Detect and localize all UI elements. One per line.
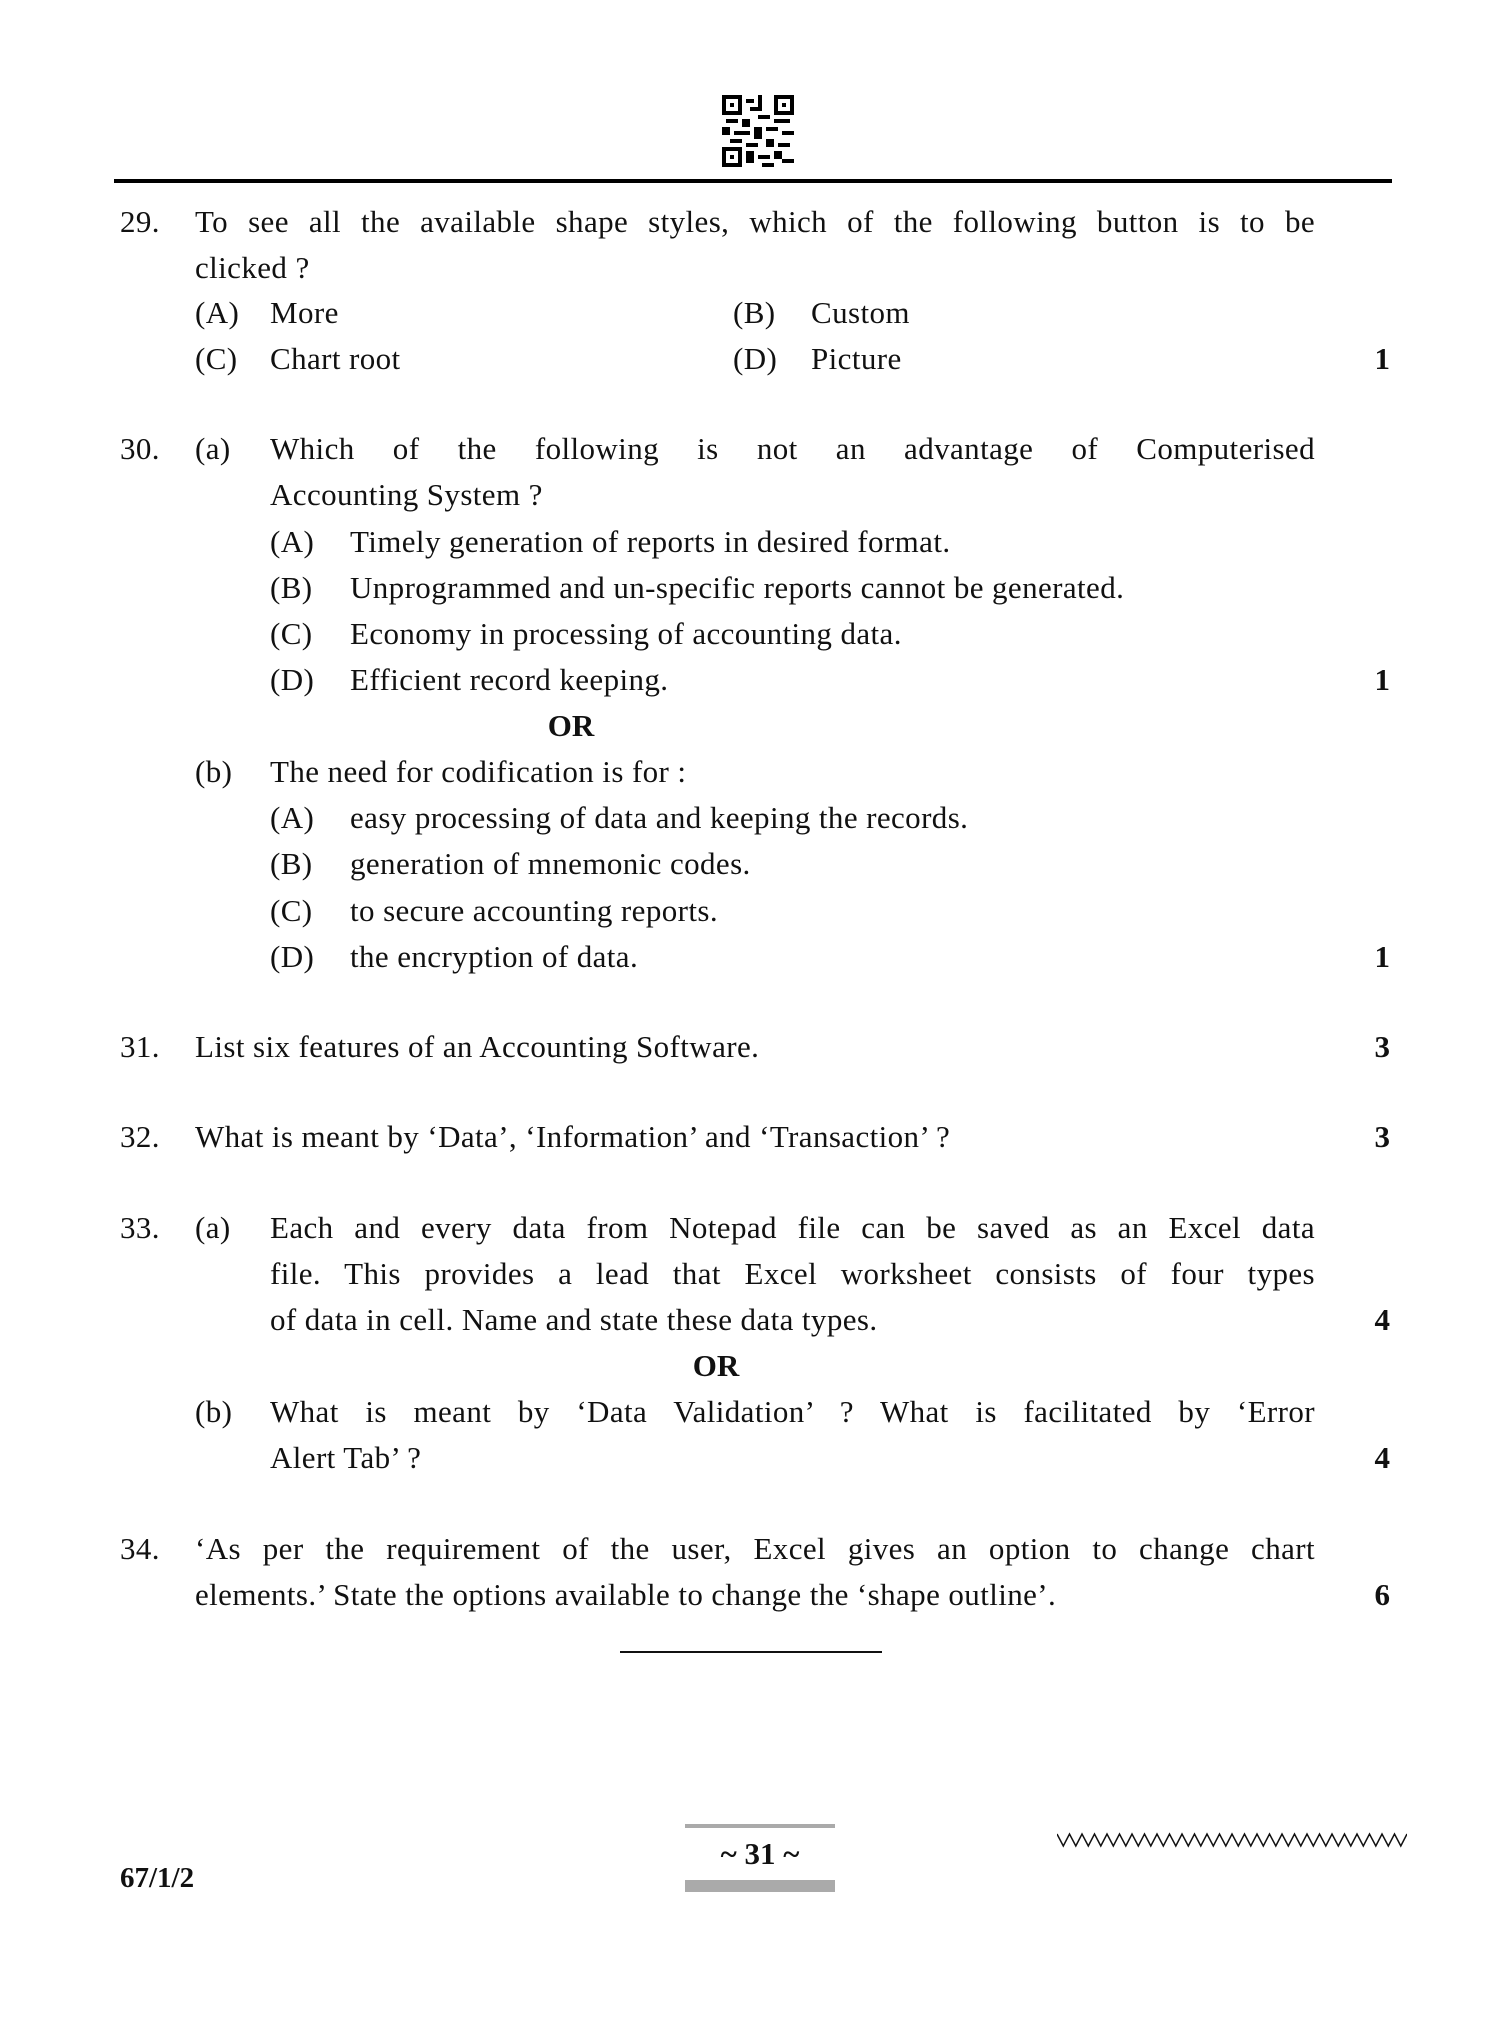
qr-code [722, 94, 794, 168]
option-label: (A) [270, 800, 315, 835]
question-text: What is meant by ‘Data Validation’ ? What is facilitated by ‘Error [270, 1394, 1315, 1429]
question-text: What is meant by ‘Data’, ‘Information’ and ‘Transaction’ ? [195, 1119, 951, 1154]
question-text: The need for codification is for : [270, 754, 687, 789]
question-text: Accounting System ? [270, 477, 543, 512]
marks: 3 [1374, 1119, 1390, 1154]
question-text: Which of the following is not an advantage of Computerised [270, 431, 1315, 466]
paper-code: 67/1/2 [120, 1862, 195, 1894]
option-label: (C) [270, 893, 313, 928]
part-label: (b) [195, 1394, 233, 1429]
page-number-box [685, 1824, 835, 1892]
option-text: Timely generation of reports in desired format. [350, 524, 951, 559]
option-text: Economy in processing of accounting data. [350, 616, 902, 651]
header-rule [114, 179, 1392, 183]
marks: 6 [1374, 1577, 1390, 1612]
marks: 4 [1374, 1440, 1390, 1475]
option-label: (A) [270, 524, 315, 559]
option-text: the encryption of data. [350, 939, 639, 974]
option-label: (B) [270, 846, 313, 881]
zigzag-decoration [1057, 1830, 1407, 1850]
question-number: 33. [120, 1210, 160, 1245]
or-separator: OR [547, 708, 595, 743]
marks: 3 [1374, 1029, 1390, 1064]
question-number: 32. [120, 1119, 160, 1154]
question-number: 29. [120, 204, 160, 239]
option-text: generation of mnemonic codes. [350, 846, 751, 881]
option-text: Custom [811, 295, 910, 330]
option-text: easy processing of data and keeping the records. [350, 800, 969, 835]
question-number: 30. [120, 431, 160, 466]
option-label: (C) [270, 616, 313, 651]
end-rule [620, 1651, 882, 1653]
option-text: Efficient record keeping. [350, 662, 669, 697]
page-bar-bottom [685, 1880, 835, 1892]
question-text: To see all the available shape styles, which of the following button is to be [195, 204, 1315, 239]
marks: 1 [1374, 662, 1390, 697]
question-text: of data in cell. Name and state these data types. [270, 1302, 878, 1337]
question-number: 34. [120, 1531, 160, 1566]
page-number: ~ 31 ~ [720, 1836, 800, 1871]
option-text: More [270, 295, 339, 330]
question-text: List six features of an Accounting Software. [195, 1029, 760, 1064]
question-text: ‘As per the requirement of the user, Excel gives an option to change chart [195, 1531, 1315, 1566]
or-separator: OR [692, 1348, 740, 1383]
part-label: (b) [195, 754, 233, 789]
option-label: (B) [733, 295, 776, 330]
option-label: (C) [195, 341, 238, 376]
option-label: (A) [195, 295, 240, 330]
option-label: (D) [270, 939, 315, 974]
option-text: Picture [811, 341, 902, 376]
question-text: file. This provides a lead that Excel worksheet consists of four types [270, 1256, 1315, 1291]
option-text: Unprogrammed and un-specific reports cannot be generated. [350, 570, 1125, 605]
marks: 1 [1374, 939, 1390, 974]
option-label: (B) [270, 570, 313, 605]
question-number: 31. [120, 1029, 160, 1064]
question-text: elements.’ State the options available to change the ‘shape outline’. [195, 1577, 1057, 1612]
option-label: (D) [270, 662, 315, 697]
question-text: Each and every data from Notepad file can be saved as an Excel data [270, 1210, 1315, 1245]
option-text: to secure accounting reports. [350, 893, 718, 928]
part-label: (a) [195, 431, 231, 466]
marks: 4 [1374, 1302, 1390, 1337]
question-text: Alert Tab’ ? [270, 1440, 422, 1475]
option-label: (D) [733, 341, 778, 376]
marks: 1 [1374, 341, 1390, 376]
question-text: clicked ? [195, 250, 310, 285]
option-text: Chart root [270, 341, 401, 376]
part-label: (a) [195, 1210, 231, 1245]
